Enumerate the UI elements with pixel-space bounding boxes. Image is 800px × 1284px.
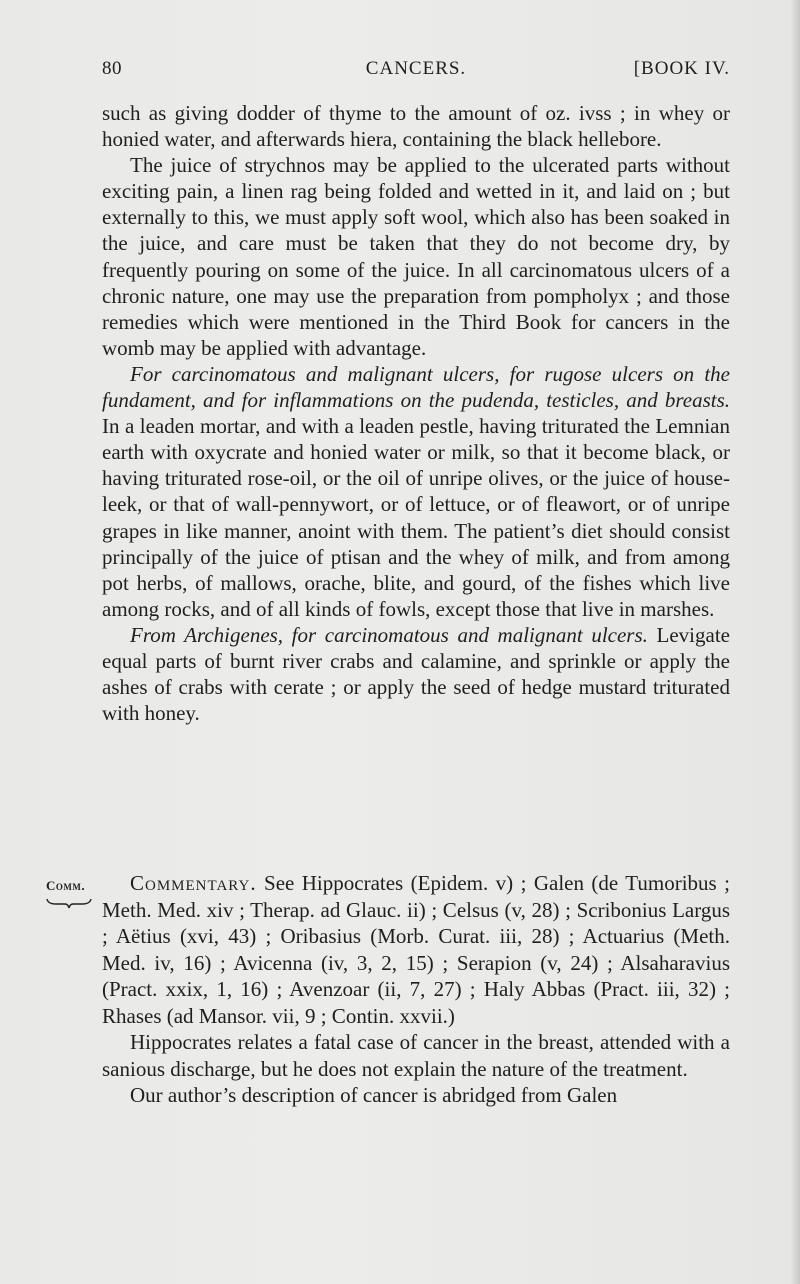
book-reference: [BOOK IV. (633, 58, 730, 79)
page-edge-shadow (790, 0, 800, 1284)
commentary-galen: Our author’s description of cancer is abridged from Galen (130, 1083, 618, 1107)
commentary-body: See Hippocrates (Epidem. v) ; Galen (de Tumoribus ; Meth. Med. xiv ; Therap. ad Glauc. ii) ; Celsus (v, 28) ; Scribonius Largus ; Aëtius (xvi, 43) ; Oribasius (Morb. Curat. iii, 28) ; Actuarius (Meth. Med. iv, 16) ; Avicenna (iv, 3, 2, 15) ; Serapion (v, 24) ; Alsaharavius (Pract. xxix, 1, 16) ; Avenzoar (ii, 7, 27) ; Haly Abbas (Pract. iii, 32) ; Rhases (ad Mansor. vii, 9 ; Contin. xxvii.) (102, 871, 730, 1028)
paragraph-heading-italic: For carcinomatous and malignant ulcers, for rugose ulcers on the fundament, and for inflammations on the pudenda, testicles, and breasts. (102, 361, 730, 413)
page-number: 80 (102, 58, 122, 79)
main-text (102, 100, 730, 726)
commentary-text (102, 870, 730, 1109)
commentary-hippocrates: Hippocrates relates a fatal case of cancer in the breast, attended with a sanious discharge, but he does not explain the nature of the treatment. (102, 1030, 730, 1081)
paragraph-body: Levigate equal parts of burnt river crabs and calamine, and sprinkle or apply the ashes of crabs with cerate ; or apply the seed of hedge mustard triturated with honey. (102, 622, 730, 726)
commentary-lead: Commentary. (130, 871, 257, 895)
paragraph-continuation: such as giving dodder of thyme to the amount of oz. ivss ; in whey or honied water, and afterwards hiera, containing the black hellebore. (102, 101, 730, 152)
margin-label: Comm. (46, 878, 86, 893)
running-head (102, 58, 730, 84)
paragraph-heading-italic: From Archigenes, for carcinomatous and malignant ulcers. (130, 622, 648, 647)
paragraph-body: In a leaden mortar, and with a leaden pestle, having triturated the Lemnian earth with oxycrate and honied water or milk, so that it become black, or having triturated rose-oil, or the oil of unripe olives, or the juice of house-leek, or that of wall-pennywort, or of lettuce, or of fleawort, or of unripe grapes in like manner, anoint with them. The patient’s diet should consist principally of the juice of ptisan and the whey of milk, and from among pot herbs, of mallows, orache, blite, and gourd, of the fishes which live among rocks, and of all kinds of fowls, except those that live in marshes. (102, 414, 730, 621)
running-title: CANCERS. (365, 58, 467, 79)
margin-brace-icon (46, 896, 92, 910)
paragraph-archigenes (102, 622, 730, 726)
paragraph-strychnos: The juice of strychnos may be applied to the ulcerated parts without exciting pain, a linen rag being folded and wetted in it, and laid on ; but externally to this, we must apply soft wool, which also has been soaked in the juice, and care must be taken that they do not become dry, by frequently pouring on some of the juice. In all carcinomatous ulcers of a chronic nature, one may use the preparation from pompholyx ; and those remedies which were mentioned in the Third Book for cancers in the womb may be applied with advantage. (102, 153, 730, 360)
paragraph-carcinomatous-ulcers (102, 361, 730, 622)
commentary-references (102, 870, 730, 1029)
